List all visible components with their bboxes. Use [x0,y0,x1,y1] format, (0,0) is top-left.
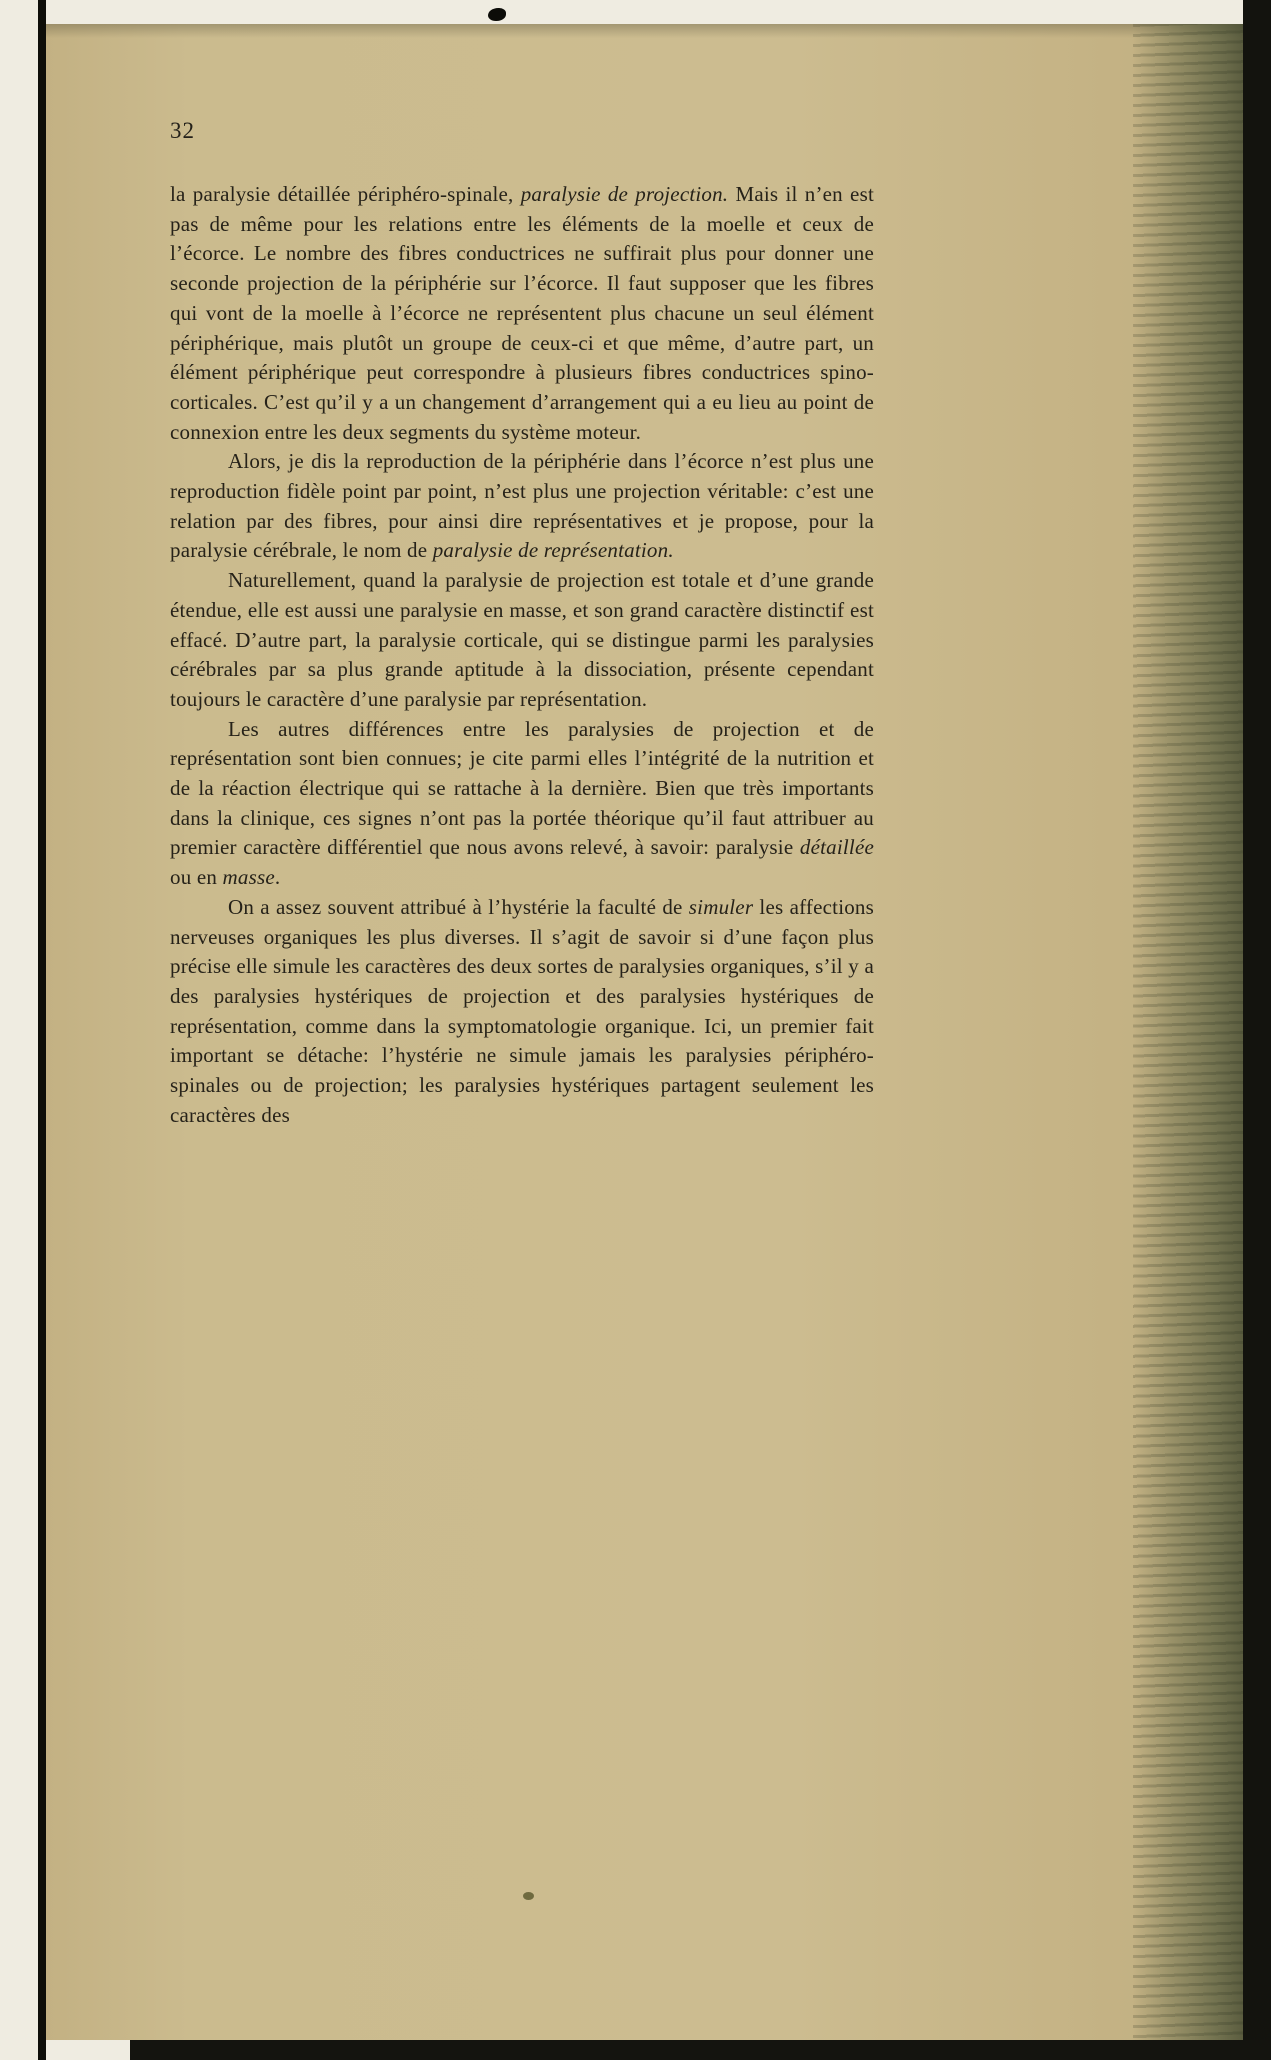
italic-text: paralysie de représentation. [432,538,674,563]
ornament-dot-icon [523,1892,534,1900]
body-text: les affections nerveuses organiques les plus diverses. Il s’agit de savoir si d’une façon plus précise elle simule les caractères des deux sortes de paralysies organiques, s’il y a des paralysies hystériques de projection et des paralysies hystériques de représentation, comme dans la symptomatologie organique. Ici, un premier fait important se détache: l’hystérie ne simule jamais les paralysies périphéro-spinales ou de projection; les paralysies hystériques partagent seulement les caractères des [170,894,875,1127]
scan-edge-right [1243,0,1271,2060]
page-top-shadow [46,24,1243,38]
page-number: 32 [170,118,195,143]
book-page [46,24,1243,2040]
body-text: Naturellement, quand la paralysie de projection est totale et d’une grande étendue, elle est aussi une paralysie en masse, et son grand caractère distinctif est effacé. D’autre part, la paralysie corticale, qui se distingue parmi les paralysies cérébrales par sa plus grande aptitude à la dissociation, présente cependant toujours le caractère d’une paralysie par représentation. [170,568,874,711]
scan-artifact-mark [488,8,506,21]
paragraph [170,893,874,1131]
italic-text: simuler [688,894,754,919]
italic-text: masse [222,865,275,890]
scan-edge-bottom [130,2040,1271,2060]
paragraph [170,180,874,447]
italic-text: paralysie de projection. [520,182,729,206]
body-text: la paralysie détaillée périphéro-spinale, [170,182,521,206]
paragraph [170,566,874,715]
text-block [170,180,874,1131]
body-text: ou en [170,865,223,890]
body-text: Les autres différences entre les paralysies de projection et de représentation sont bien connues; je cite parmi elles l’intégrité de la nutrition et de la réaction électrique qui se rattache à la dernière. Bien que très importants dans la clinique, ces signes n’ont pas la portée théorique qu’il faut attribuer au premier caractère différentiel que nous avons relevé, à savoir: paralysie [170,716,874,860]
italic-text: détaillée [799,835,874,860]
body-text: Mais il n’en est pas de même pour les relations entre les éléments de la moelle et ceux de l’écorce. Le nombre des fibres conductrices ne suffirait plus pour donner une seconde projection de la périphérie sur l’écorce. Il faut supposer que les fibres qui vont de la moelle à l’écorce ne représentent plus chacune un seul élément périphérique, mais plutôt un groupe de ceux-ci et que même, d’autre part, un élément périphérique peut correspondre à plusieurs fibres conductrices spino-corticales. C’est qu’il y a un changement d’arrangement qui a eu lieu au point de connexion entre les deux segments du système moteur. [170,182,874,444]
paragraph [170,715,874,893]
body-text: On a assez souvent attribué à l’hystérie la faculté de [228,894,689,919]
body-text: . [274,865,281,890]
paragraph [170,447,874,566]
page-curvature-shadow [1133,24,1243,2040]
page-gutter-shadow [38,0,46,2060]
body-text: Alors, je dis la reproduction de la périphérie dans l’écorce n’est plus une reproduction fidèle point par point, n’est plus une projection véritable: c’est une relation par des fibres, pour ainsi dire représentatives et je propose, pour la paralysie cérébrale, le nom de [170,449,874,563]
